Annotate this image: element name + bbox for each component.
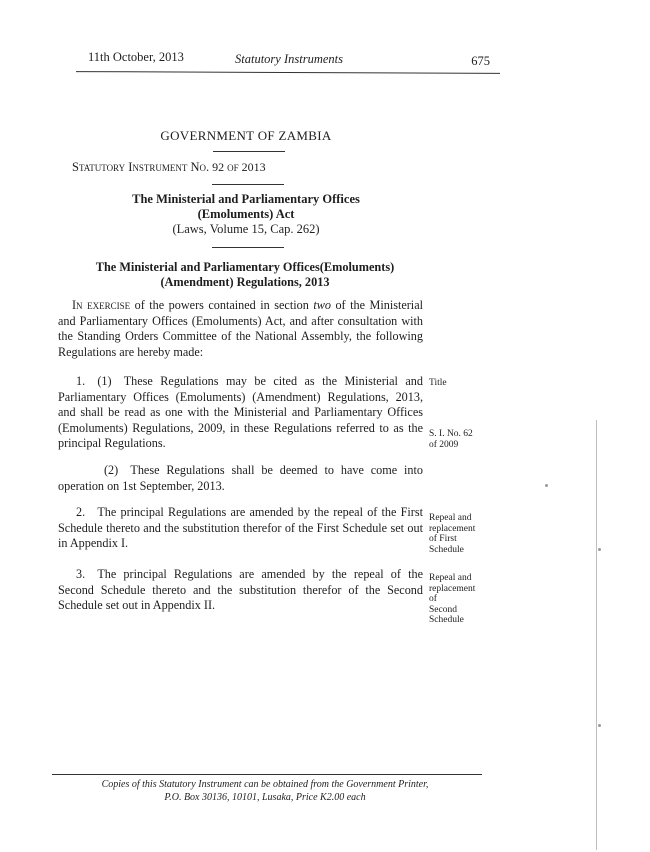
margin-note-line: of	[429, 594, 437, 604]
preamble-section-word: two	[313, 298, 331, 312]
header-publication: Statutory Instruments	[235, 52, 343, 66]
margin-note-line: Repeal and	[429, 513, 472, 523]
instrument-of: of	[227, 160, 239, 174]
divider-rule	[212, 247, 284, 248]
instrument-number	[72, 160, 372, 175]
instrument-label: Statutory Instrument No.	[72, 160, 210, 174]
header-date: 11th October, 2013	[88, 50, 184, 64]
page-number: 675	[471, 54, 490, 68]
margin-note-line: replacement	[429, 523, 476, 534]
footer-rule	[52, 774, 482, 775]
instrument-no: 92	[212, 160, 225, 174]
act-heading	[96, 192, 396, 237]
preamble-text-b: of the Ministerial and Parliamentary Offices (Emoluments) Act, and after consultation with the Standing Orders Committee of the National Assembly, the following Regulations are hereby made:	[58, 298, 423, 359]
section-1-2: (2) These Regulations shall be deemed to have come into operation on 1st September, 2013.	[58, 463, 423, 493]
preamble	[58, 298, 423, 360]
margin-note-si-ref	[429, 429, 499, 450]
margin-note-title: Title	[429, 378, 447, 388]
footer-line1: Copies of this Statutory Instrument can be obtained from the Government Printer,	[101, 779, 429, 790]
footer-line2: P.O. Box 30136, 10101, Lusaka, Price K2.00 each	[164, 792, 366, 803]
margin-note-line: replacement	[429, 583, 476, 594]
margin-note-line: Schedule	[429, 544, 464, 555]
section-2: 2. The principal Regulations are amended by the repeal of the First Schedule thereto and the substitution therefor of the First Schedule set out in Appendix I.	[58, 505, 423, 550]
margin-note-line: Repeal and	[429, 573, 472, 583]
act-title-line1: The Ministerial and Parliamentary Offices	[132, 192, 360, 206]
running-header	[78, 50, 500, 70]
preamble-lead: In exercise	[72, 298, 131, 312]
divider-rule	[212, 184, 284, 185]
scan-speck	[598, 724, 601, 727]
section-1-1: 1. (1) These Regulations may be cited as the Ministerial and Parliamentary Offices (Emoluments) (Amendment) Regulations, 2013, and shall be read as one with the Ministerial and Parliamentary Offices (Emoluments) Regulations, 2009, in these Regulations referred to as the principal Regulations.	[58, 374, 423, 450]
instrument-year: 2013	[241, 160, 266, 174]
margin-note-si-ref-line1: S. I. No. 62	[429, 429, 473, 439]
divider-rule	[213, 151, 285, 152]
scan-speck	[598, 548, 601, 551]
regulations-title-line2: (Amendment) Regulations, 2013	[160, 275, 330, 289]
margin-note-line: Schedule	[429, 615, 464, 625]
preamble-text-a: of the powers contained in section	[130, 298, 314, 312]
act-reference: (Laws, Volume 15, Cap. 262)	[172, 222, 320, 236]
section-3: 3. The principal Regulations are amended by the repeal of the Second Schedule thereto and the substitution therefor of the Second Schedule set out in Appendix II.	[58, 567, 423, 612]
government-heading: GOVERNMENT OF ZAMBIA	[160, 128, 332, 143]
regulations-title-line1: The Ministerial and Parliamentary Offices(Emoluments)	[95, 260, 395, 274]
margin-note-first-schedule	[429, 513, 499, 555]
scan-edge-line	[596, 420, 597, 850]
act-title-line2: (Emoluments) Act	[197, 207, 295, 221]
footer-note	[60, 778, 470, 804]
header-rule	[76, 71, 500, 74]
margin-note-second-schedule	[429, 573, 499, 626]
scan-speck	[545, 484, 548, 487]
margin-note-line: of First	[429, 534, 457, 544]
margin-note-si-ref-line2: of 2009	[429, 439, 459, 450]
regulations-title	[66, 260, 424, 290]
margin-note-line: Second	[429, 604, 457, 615]
